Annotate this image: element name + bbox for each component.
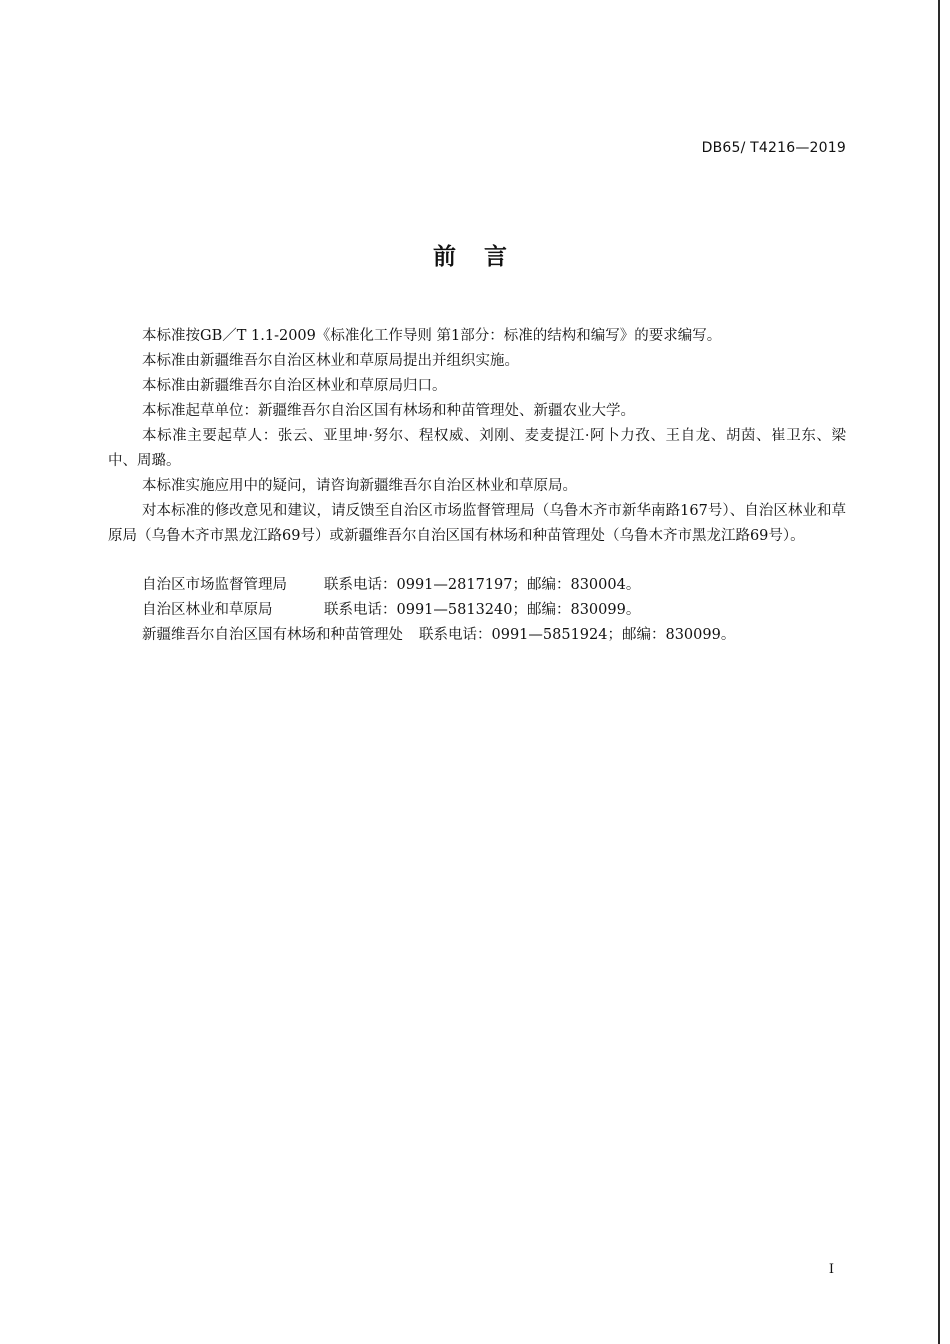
contact-info: 联系电话：0991—5813240；邮编：830099。: [324, 602, 641, 618]
page-title: 前 言: [432, 244, 517, 270]
contact-info: 联系电话：0991—5851924；邮编：830099。: [419, 627, 736, 643]
contact-line: [142, 623, 735, 648]
contact-info: 联系电话：0991—2817197；邮编：830004。: [324, 577, 641, 593]
foreword-body: [108, 324, 846, 549]
paragraph-feedback: 对本标准的修改意见和建议，请反馈至自治区市场监督管理局（乌鲁木齐市新华南路167号）、自治区林业和草原局（乌鲁木齐市黑龙江路69号）或新疆维吾尔自治区国有林场和种苗管理处（乌鲁木齐市黑龙江路69号）。: [108, 503, 846, 544]
paragraph-administrator: 本标准由新疆维吾尔自治区林业和草原局归口。: [142, 378, 447, 394]
paragraph-inquiries: 本标准实施应用中的疑问，请咨询新疆维吾尔自治区林业和草原局。: [142, 478, 577, 494]
page-edge-line: [938, 0, 940, 1344]
paragraph-drafting-units: 本标准起草单位：新疆维吾尔自治区国有林场和种苗管理处、新疆农业大学。: [142, 403, 635, 419]
contact-line: [142, 573, 640, 598]
paragraph-proposer: 本标准由新疆维吾尔自治区林业和草原局提出并组织实施。: [142, 353, 519, 369]
page-number: I: [828, 1262, 834, 1277]
contact-org: 自治区市场监督管理局: [142, 577, 287, 593]
contact-org: 新疆维吾尔自治区国有林场和种苗管理处: [142, 627, 403, 643]
paragraph-drafters: 本标准主要起草人：张云、亚里坤·努尔、程权威、刘刚、麦麦提江·阿卜力孜、王自龙、胡茵、崔卫东、梁中、周璐。: [108, 428, 846, 469]
paragraph-drafting-rules: 本标准按GB／T 1.1-2009《标准化工作导则 第1部分：标准的结构和编写》的要求编写。: [142, 328, 722, 344]
contact-org: 自治区林业和草原局: [142, 602, 273, 618]
document-code: DB65/ T4216—2019: [701, 140, 846, 156]
contact-line: [142, 598, 640, 623]
